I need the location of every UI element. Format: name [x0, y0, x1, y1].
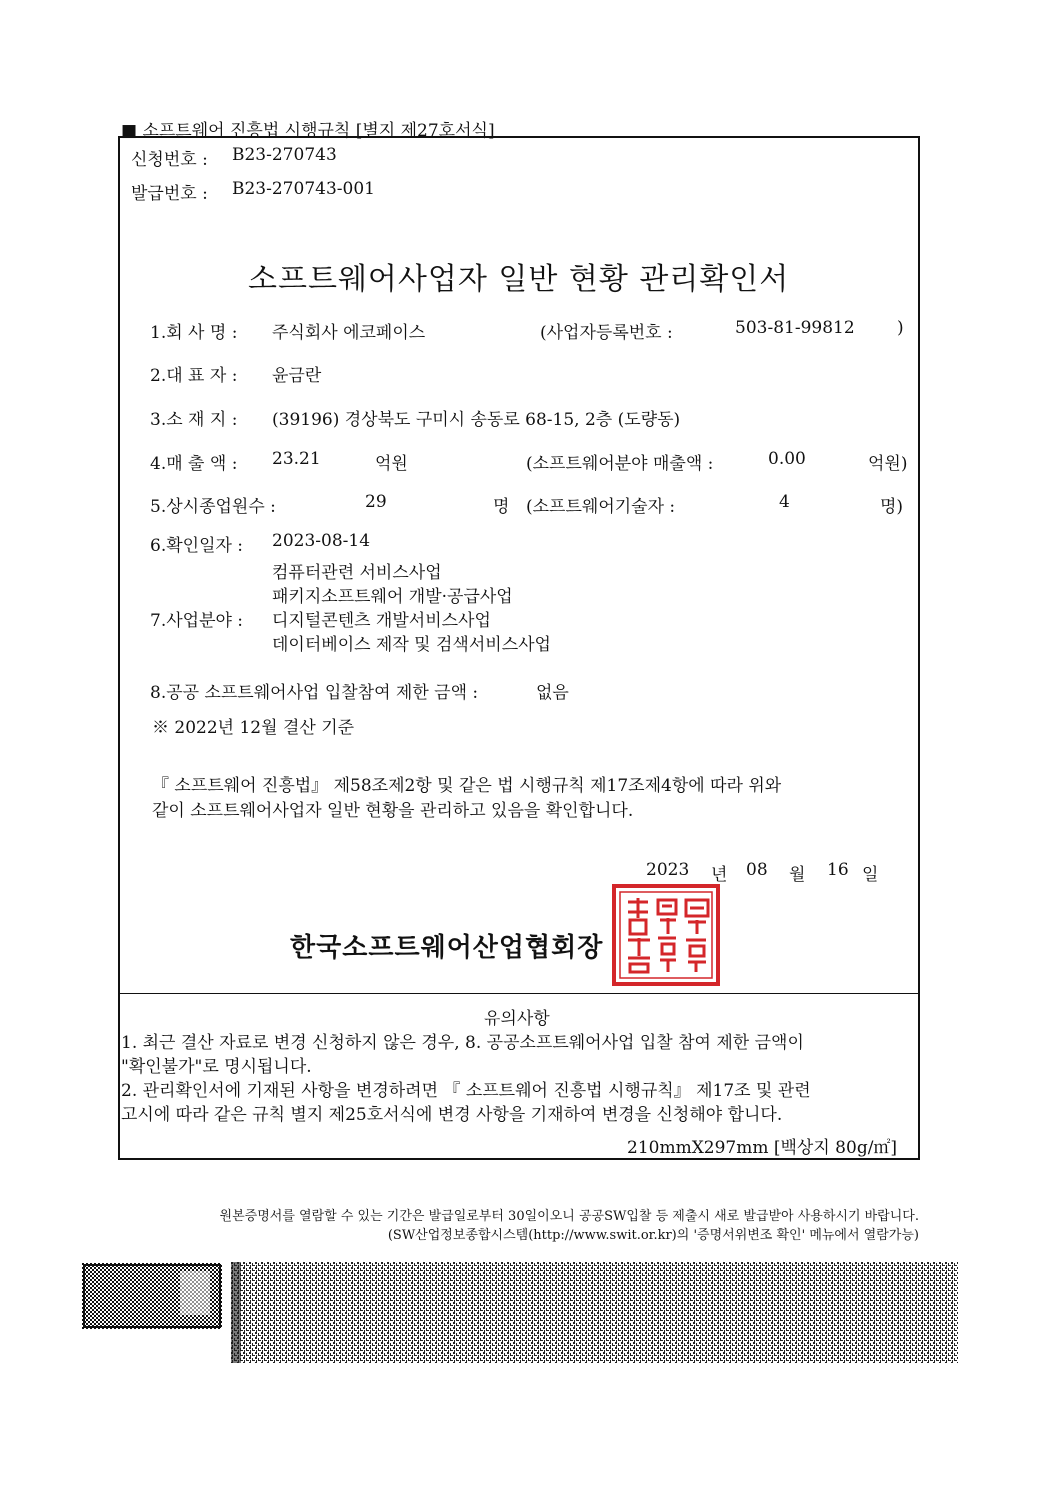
- reg-no-value: 503-81-99812: [735, 318, 855, 338]
- statement-line: 『 소프트웨어 진흥법』 제58조제2항 및 같은 법 시행규칙 제17조제4항에 따라 위와: [152, 776, 782, 796]
- official-seal-icon: [610, 882, 722, 988]
- business-item: 데이터베이스 제작 및 검색서비스사업: [272, 635, 551, 655]
- restriction-label: 8.공공 소프트웨어사업 입찰참여 제한 금액 :: [150, 683, 479, 703]
- date-day: 16: [827, 860, 849, 880]
- employees-label: 5.상시종업원수 :: [150, 497, 276, 517]
- date-month-unit: 월: [789, 865, 806, 885]
- employees-value: 29: [365, 492, 387, 512]
- confirm-date-value: 2023-08-14: [272, 531, 371, 551]
- date-year: 2023: [646, 860, 690, 880]
- footer-line: 원본증명서를 열람할 수 있는 기간은 발급일로부터 30일이오니 공공SW입찰 등 제출시 새로 발급받아 사용하시기 바랍니다.: [219, 1209, 919, 1224]
- statement-line: 같이 소프트웨어사업자 일반 현황을 관리하고 있음을 확인합니다.: [152, 801, 634, 821]
- sw-engineers-label: (소프트웨어기술자 :: [526, 497, 676, 517]
- sw-sales-label: (소프트웨어분야 매출액 :: [526, 454, 714, 474]
- address-label: 3.소 재 지 :: [150, 410, 238, 430]
- sales-label: 4.매 출 액 :: [150, 454, 238, 474]
- sw-engineers-value: 4: [779, 492, 790, 512]
- sales-unit: 억원: [375, 454, 408, 474]
- business-item: 패키지소프트웨어 개발·공급사업: [272, 587, 513, 607]
- form-header: ■ 소프트웨어 진흥법 시행규칙 [별지 제27호서식]: [121, 121, 495, 141]
- date-month: 08: [746, 860, 768, 880]
- date-day-unit: 일: [862, 865, 879, 885]
- reg-no-close: ): [897, 318, 904, 338]
- application-no-value: B23-270743: [232, 145, 337, 165]
- issue-no-value: B23-270743-001: [232, 179, 375, 199]
- company-value: 주식회사 에코페이스: [272, 323, 426, 343]
- issuer-name: 한국소프트웨어산업협회장: [290, 933, 604, 963]
- address-value: (39196) 경상북도 구미시 송동로 68-15, 2층 (도량동): [272, 410, 681, 430]
- business-item: 컴퓨터관련 서비스사업: [272, 563, 442, 583]
- notice-line: 1. 최근 결산 자료로 변경 신청하지 않은 경우, 8. 공공소프트웨어사업 입찰 참여 제한 금액이: [121, 1033, 804, 1053]
- 2d-barcode-icon: [82, 1263, 222, 1329]
- confirm-date-label: 6.확인일자 :: [150, 536, 244, 556]
- business-label: 7.사업분야 :: [150, 611, 244, 631]
- employees-unit: 명: [493, 497, 510, 517]
- notice-line: 2. 관리확인서에 기재된 사항을 변경하려면 『 소프트웨어 진흥법 시행규칙』 제17조 및 관련: [121, 1081, 811, 1101]
- footer-line: (SW산업정보종합시스템(http://www.swit.or.kr)의 '증명서위변조 확인' 메뉴에서 열람가능): [387, 1228, 919, 1243]
- application-no-label: 신청번호 :: [131, 150, 208, 170]
- business-item: 디지털콘텐츠 개발서비스사업: [272, 611, 491, 631]
- restriction-value: 없음: [536, 683, 569, 703]
- pdf417-barcode-icon: [231, 1262, 958, 1363]
- basis-note: ※ 2022년 12월 결산 기준: [152, 718, 355, 738]
- document-title: 소프트웨어사업자 일반 현황 관리확인서: [248, 262, 790, 297]
- reg-no-label: (사업자등록번호 :: [540, 323, 673, 343]
- notice-divider: [120, 993, 918, 994]
- sw-engineers-unit: 명): [880, 497, 904, 517]
- notice-line: "확인불가"로 명시됩니다.: [121, 1057, 312, 1077]
- notice-line: 고시에 따라 같은 규칙 별지 제25호서식에 변경 사항을 기재하여 변경을 신청해야 합니다.: [121, 1105, 783, 1125]
- sw-sales-value: 0.00: [768, 449, 806, 469]
- date-year-unit: 년: [711, 865, 728, 885]
- sw-sales-unit: 억원): [868, 454, 908, 474]
- company-label: 1.회 사 명 :: [150, 323, 238, 343]
- ceo-value: 윤금란: [272, 366, 322, 386]
- notice-title: 유의사항: [484, 1009, 550, 1029]
- issue-no-label: 발급번호 :: [131, 184, 208, 204]
- paper-spec: 210mmX297mm [백상지 80g/㎡]: [627, 1138, 898, 1158]
- ceo-label: 2.대 표 자 :: [150, 366, 238, 386]
- sales-value: 23.21: [272, 449, 321, 469]
